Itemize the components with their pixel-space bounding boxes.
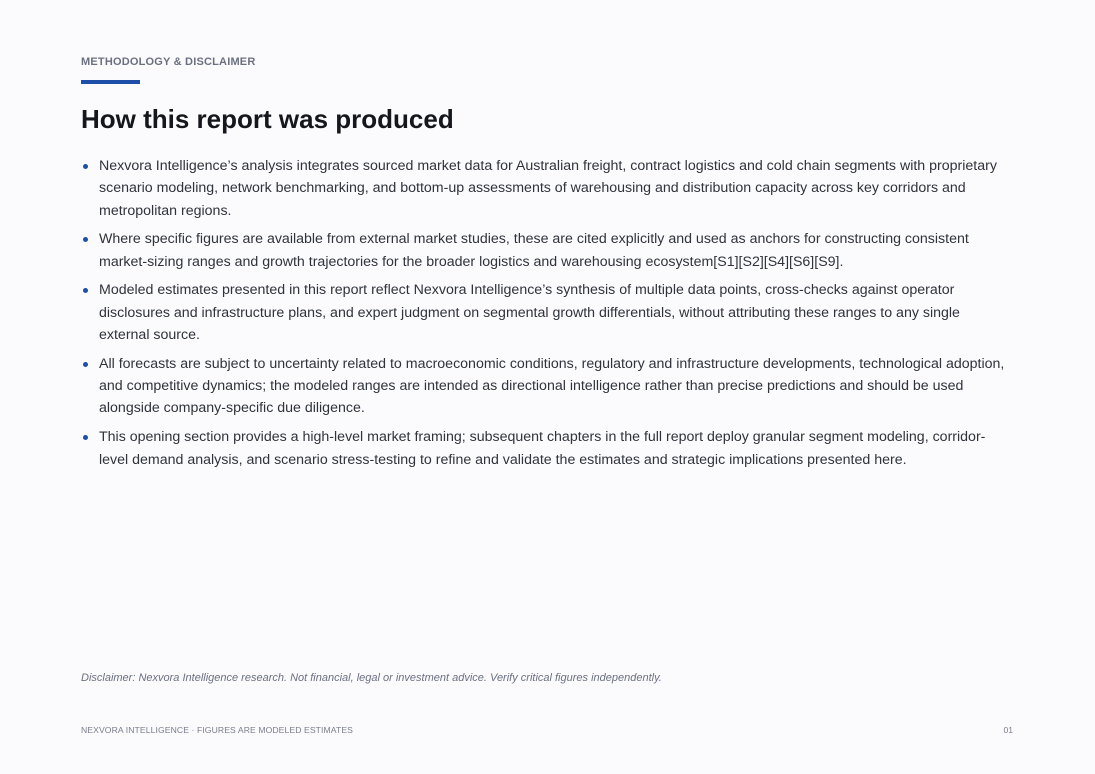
disclaimer-text: Disclaimer: Nexvora Intelligence research. Not financial, legal or investment advice. Verify critical figures independently. — [81, 672, 662, 684]
page-number: 01 — [1003, 725, 1013, 735]
accent-bar — [81, 80, 140, 84]
bullet-item — [81, 353, 1013, 420]
bullet-dot-icon — [83, 237, 88, 242]
bullet-item — [81, 228, 1013, 273]
bullet-text: All forecasts are subject to uncertainty related to macroeconomic conditions, regulatory and infrastructure developments, technological adoption, and competitive dynamics; the modeled ranges are intended as directional intelligence rather than precise predictions and should be used alongside company-specific due diligence. — [99, 355, 1005, 417]
methodology-bullet-list — [81, 155, 1013, 477]
footer-brand: NEXVORA INTELLIGENCE · FIGURES ARE MODELED ESTIMATES — [81, 725, 353, 735]
bullet-item — [81, 426, 1013, 471]
bullet-text: Nexvora Intelligence’s analysis integrates sourced market data for Australian freight, contract logistics and cold chain segments with proprietary scenario modeling, network benchmarking, and bottom-up assessments of warehousing and distribution capacity across key corridors and metropolitan regions. — [99, 158, 997, 219]
bullet-text: This opening section provides a high-level market framing; subsequent chapters in the full report deploy granular segment modeling, corridor-level demand analysis, and scenario stress-testing to refine and validate the estimates and strategic implications presented here. — [99, 429, 986, 468]
section-eyebrow: METHODOLOGY & DISCLAIMER — [81, 56, 256, 68]
bullet-dot-icon — [83, 435, 88, 440]
page-title: How this report was produced — [81, 104, 454, 134]
bullet-dot-icon — [83, 288, 88, 293]
bullet-item — [81, 155, 1013, 222]
bullet-text: Where specific figures are available from external market studies, these are cited explicitly and used as anchors for constructing consistent market-sizing ranges and growth trajectories for the broader logistics and warehousing ecosystem[S1][S2][S4][S6][S9]. — [99, 231, 969, 270]
bullet-text: Modeled estimates presented in this report reflect Nexvora Intelligence’s synthesis of multiple data points, cross-checks against operator disclosures and infrastructure plans, and expert judgment on segmental growth differentials, without attributing these ranges to any single external source. — [99, 282, 960, 344]
report-page — [81, 0, 1013, 774]
bullet-dot-icon — [83, 362, 88, 367]
bullet-dot-icon — [83, 164, 88, 169]
bullet-item — [81, 279, 1013, 346]
